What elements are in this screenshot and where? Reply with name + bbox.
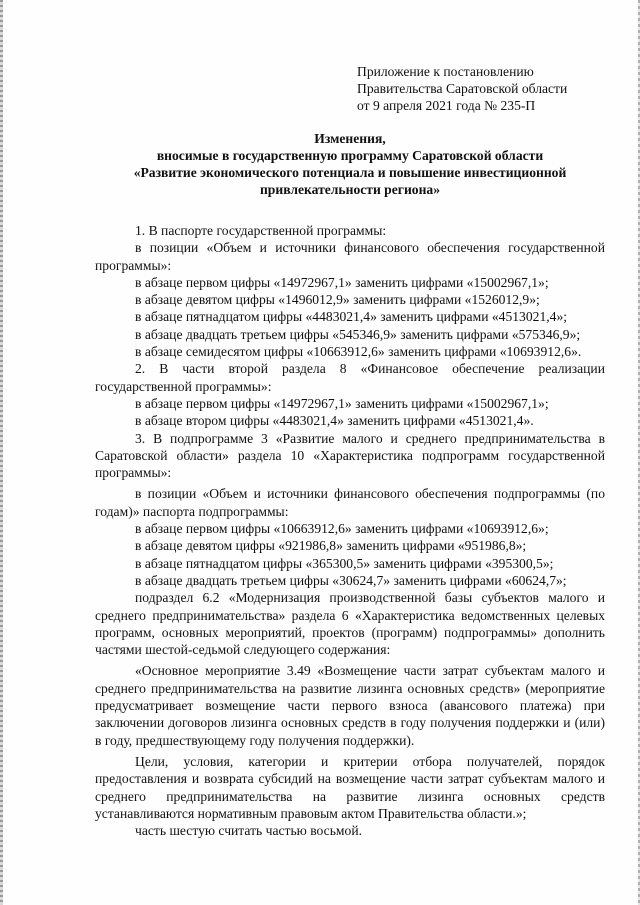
appendix-note xyxy=(357,63,627,114)
paragraph: в абзаце двадцать третьем цифры «30624,7» заменить цифрами «60624,7»; xyxy=(135,572,567,588)
scan-edge-left xyxy=(0,0,3,905)
paragraph: в абзаце втором цифры «4483021,4» заменить цифрами «4513021,4». xyxy=(135,413,534,429)
paragraph: в абзаце пятнадцатом цифры «4483021,4» заменить цифрами «4513021,4»; xyxy=(135,309,568,325)
paragraph: 3. В подпрограмме 3 «Развитие малого и среднего предпринимательства в Саратовской области» раздела 10 «Характеристика подпрограмм государственной программы»: xyxy=(95,430,605,481)
title-line: вносимые в государственную программу Саратовской области xyxy=(156,148,544,163)
document-body xyxy=(95,222,605,839)
paragraph: в абзаце первом цифры «14972967,1» заменить цифрами «15002967,1»; xyxy=(135,274,549,290)
paragraph: «Основное мероприятие 3.49 «Возмещение части затрат субъектам малого и среднего предпринимательства на развитие лизинга основных средств» (мероприятие предусматривает возмещение части первого взноса (авансового платежа) при заключении договоров лизинга основных средств в году получения поддержки и (или) в году, предшествующему году получения поддержки). xyxy=(95,663,605,748)
paragraph: часть шестую считать частью восьмой. xyxy=(135,823,362,839)
paragraph: в позиции «Объем и источники финансового обеспечения подпрограммы (по годам)» паспорта подпрограммы: xyxy=(95,486,605,519)
paragraph: подраздел 6.2 «Модернизация производственной базы субъектов малого и среднего предпринимательства» раздела 6 «Характеристика ведомственных целевых программ, основных мероприятий, проектов (программ) подпрограммы» дополнить частями шестой-седьмой следующего содержания: xyxy=(95,590,605,658)
paragraph: в абзаце первом цифры «14972967,1» заменить цифрами «15002967,1»; xyxy=(135,395,549,411)
paragraph: в абзаце девятом цифры «1496012,9» заменить цифрами «1526012,9»; xyxy=(135,292,540,308)
paragraph: в позиции «Объем и источники финансового обеспечения государственной программы»: xyxy=(95,240,605,273)
paragraph: в абзаце двадцать третьем цифры «545346,9» заменить цифрами «575346,9»; xyxy=(135,326,581,342)
paragraph: Цели, условия, категории и критерии отбора получателей, порядок предоставления и возврата субсидий на возмещение части затрат субъектам малого и среднего предпринимательства на развитие лизинга основных средств устанавливаются нормативным правовым актом Правительства области.»; xyxy=(95,753,605,821)
title-line: Изменения, xyxy=(314,131,386,146)
paragraph: 1. В паспорте государственной программы: xyxy=(135,223,387,238)
appendix-line: Приложение к постановлению xyxy=(357,64,534,79)
paragraph: в абзаце первом цифры «10663912,6» заменить цифрами «10693912,6»; xyxy=(135,521,549,537)
paragraph: в абзаце семидесятом цифры «10663912,6» заменить цифрами «10693912,6». xyxy=(135,344,582,360)
appendix-line: Правительства Саратовской области xyxy=(357,81,568,96)
document-title xyxy=(95,130,605,198)
appendix-line: от 9 апреля 2021 года № 235-П xyxy=(357,98,536,113)
paragraph: в абзаце пятнадцатом цифры «365300,5» заменить цифрами «395300,5»; xyxy=(135,555,554,571)
paragraph: 2. В части второй раздела 8 «Финансовое обеспечение реализации государственной программы»: xyxy=(95,361,605,394)
title-line: «Развитие экономического потенциала и повышение инвестиционной привлекательности региона» xyxy=(133,165,567,197)
paragraph: в абзаце девятом цифры «921986,8» заменить цифрами «951986,8»; xyxy=(135,538,527,554)
